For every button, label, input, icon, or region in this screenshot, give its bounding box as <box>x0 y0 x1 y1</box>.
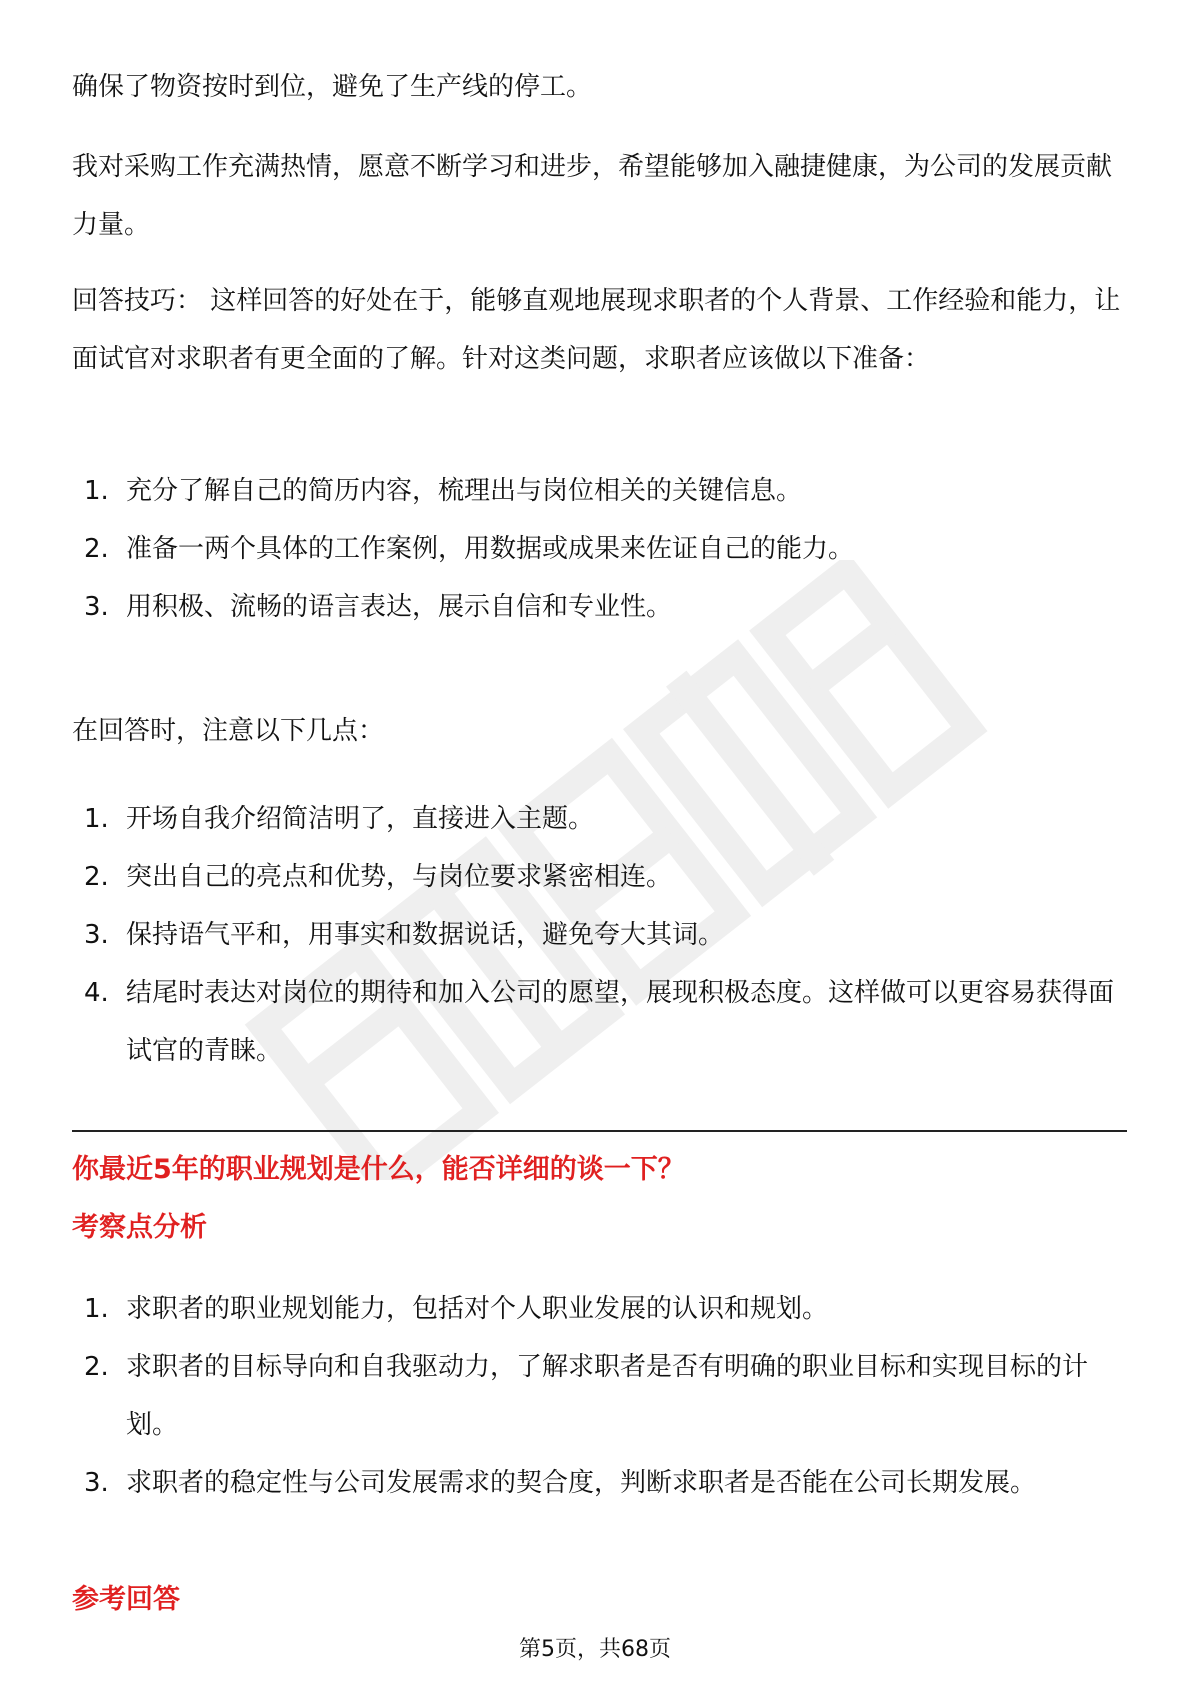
list-number: 3. <box>84 592 109 622</box>
list-item-text: 充分了解自己的简历内容，梳理出与岗位相关的关键信息。 <box>126 476 803 506</box>
list-item <box>72 578 1132 636</box>
list-item <box>72 1454 1132 1512</box>
analysis-heading: 考察点分析 <box>72 1212 207 1243</box>
list-item <box>72 1338 1132 1454</box>
list-item-text: 用积极、流畅的语言表达，展示自信和专业性。 <box>126 592 673 622</box>
paragraph-notes: 在回答时，注意以下几点： <box>72 716 385 746</box>
notes-list <box>72 790 1132 1080</box>
list-item <box>72 520 1132 578</box>
list-item-text: 求职者的职业规划能力，包括对个人职业发展的认识和规划。 <box>126 1294 829 1324</box>
list-item-text: 突出自己的亮点和优势，与岗位要求紧密相连。 <box>126 862 673 892</box>
list-number: 1. <box>84 1294 109 1324</box>
question-heading: 你最近5年的职业规划是什么，能否详细的谈一下？ <box>72 1154 685 1185</box>
list-number: 3. <box>84 1468 109 1498</box>
list-item-text: 开场自我介绍简洁明了，直接进入主题。 <box>126 804 595 834</box>
paragraph-top: 确保了物资按时到位，避免了生产线的停工。 <box>72 72 593 102</box>
list-item-text: 保持语气平和，用事实和数据说话，避免夸大其词。 <box>126 920 725 950</box>
paragraph-enthusiasm: 我对采购工作充满热情，愿意不断学习和进步，希望能够加入融捷健康，为公司的发展贡献力量。 <box>72 152 1113 240</box>
list-item <box>72 790 1132 848</box>
list-number: 1. <box>84 476 109 506</box>
list-item <box>72 1280 1132 1338</box>
list-item-text: 求职者的目标导向和自我驱动力，了解求职者是否有明确的职业目标和实现目标的计划。 <box>126 1352 1089 1440</box>
list-number: 4. <box>84 978 109 1008</box>
list-item-text: 准备一两个具体的工作案例，用数据或成果来佐证自己的能力。 <box>126 534 855 564</box>
list-item-text: 求职者的稳定性与公司发展需求的契合度，判断求职者是否能在公司长期发展。 <box>126 1468 1037 1498</box>
list-item <box>72 848 1132 906</box>
list-number: 3. <box>84 920 109 950</box>
list-item-text: 结尾时表达对岗位的期待和加入公司的愿望，展现积极态度。这样做可以更容易获得面试官的青睐。 <box>126 978 1115 1066</box>
reference-heading: 参考回答 <box>72 1584 180 1615</box>
list-number: 2. <box>84 1352 109 1382</box>
analysis-list <box>72 1280 1132 1512</box>
page-footer: 第5页，共68页 <box>519 1637 671 1662</box>
list-item <box>72 964 1132 1080</box>
section-divider <box>72 1130 1127 1132</box>
paragraph-tips: 回答技巧： 这样回答的好处在于，能够直观地展现求职者的个人背景、工作经验和能力，让面试官对求职者有更全面的了解。针对这类问题，求职者应该做以下准备： <box>72 286 1121 374</box>
list-number: 2. <box>84 862 109 892</box>
list-number: 2. <box>84 534 109 564</box>
list-item <box>72 906 1132 964</box>
list-number: 1. <box>84 804 109 834</box>
list-item <box>72 462 1132 520</box>
prep-list <box>72 462 1132 636</box>
